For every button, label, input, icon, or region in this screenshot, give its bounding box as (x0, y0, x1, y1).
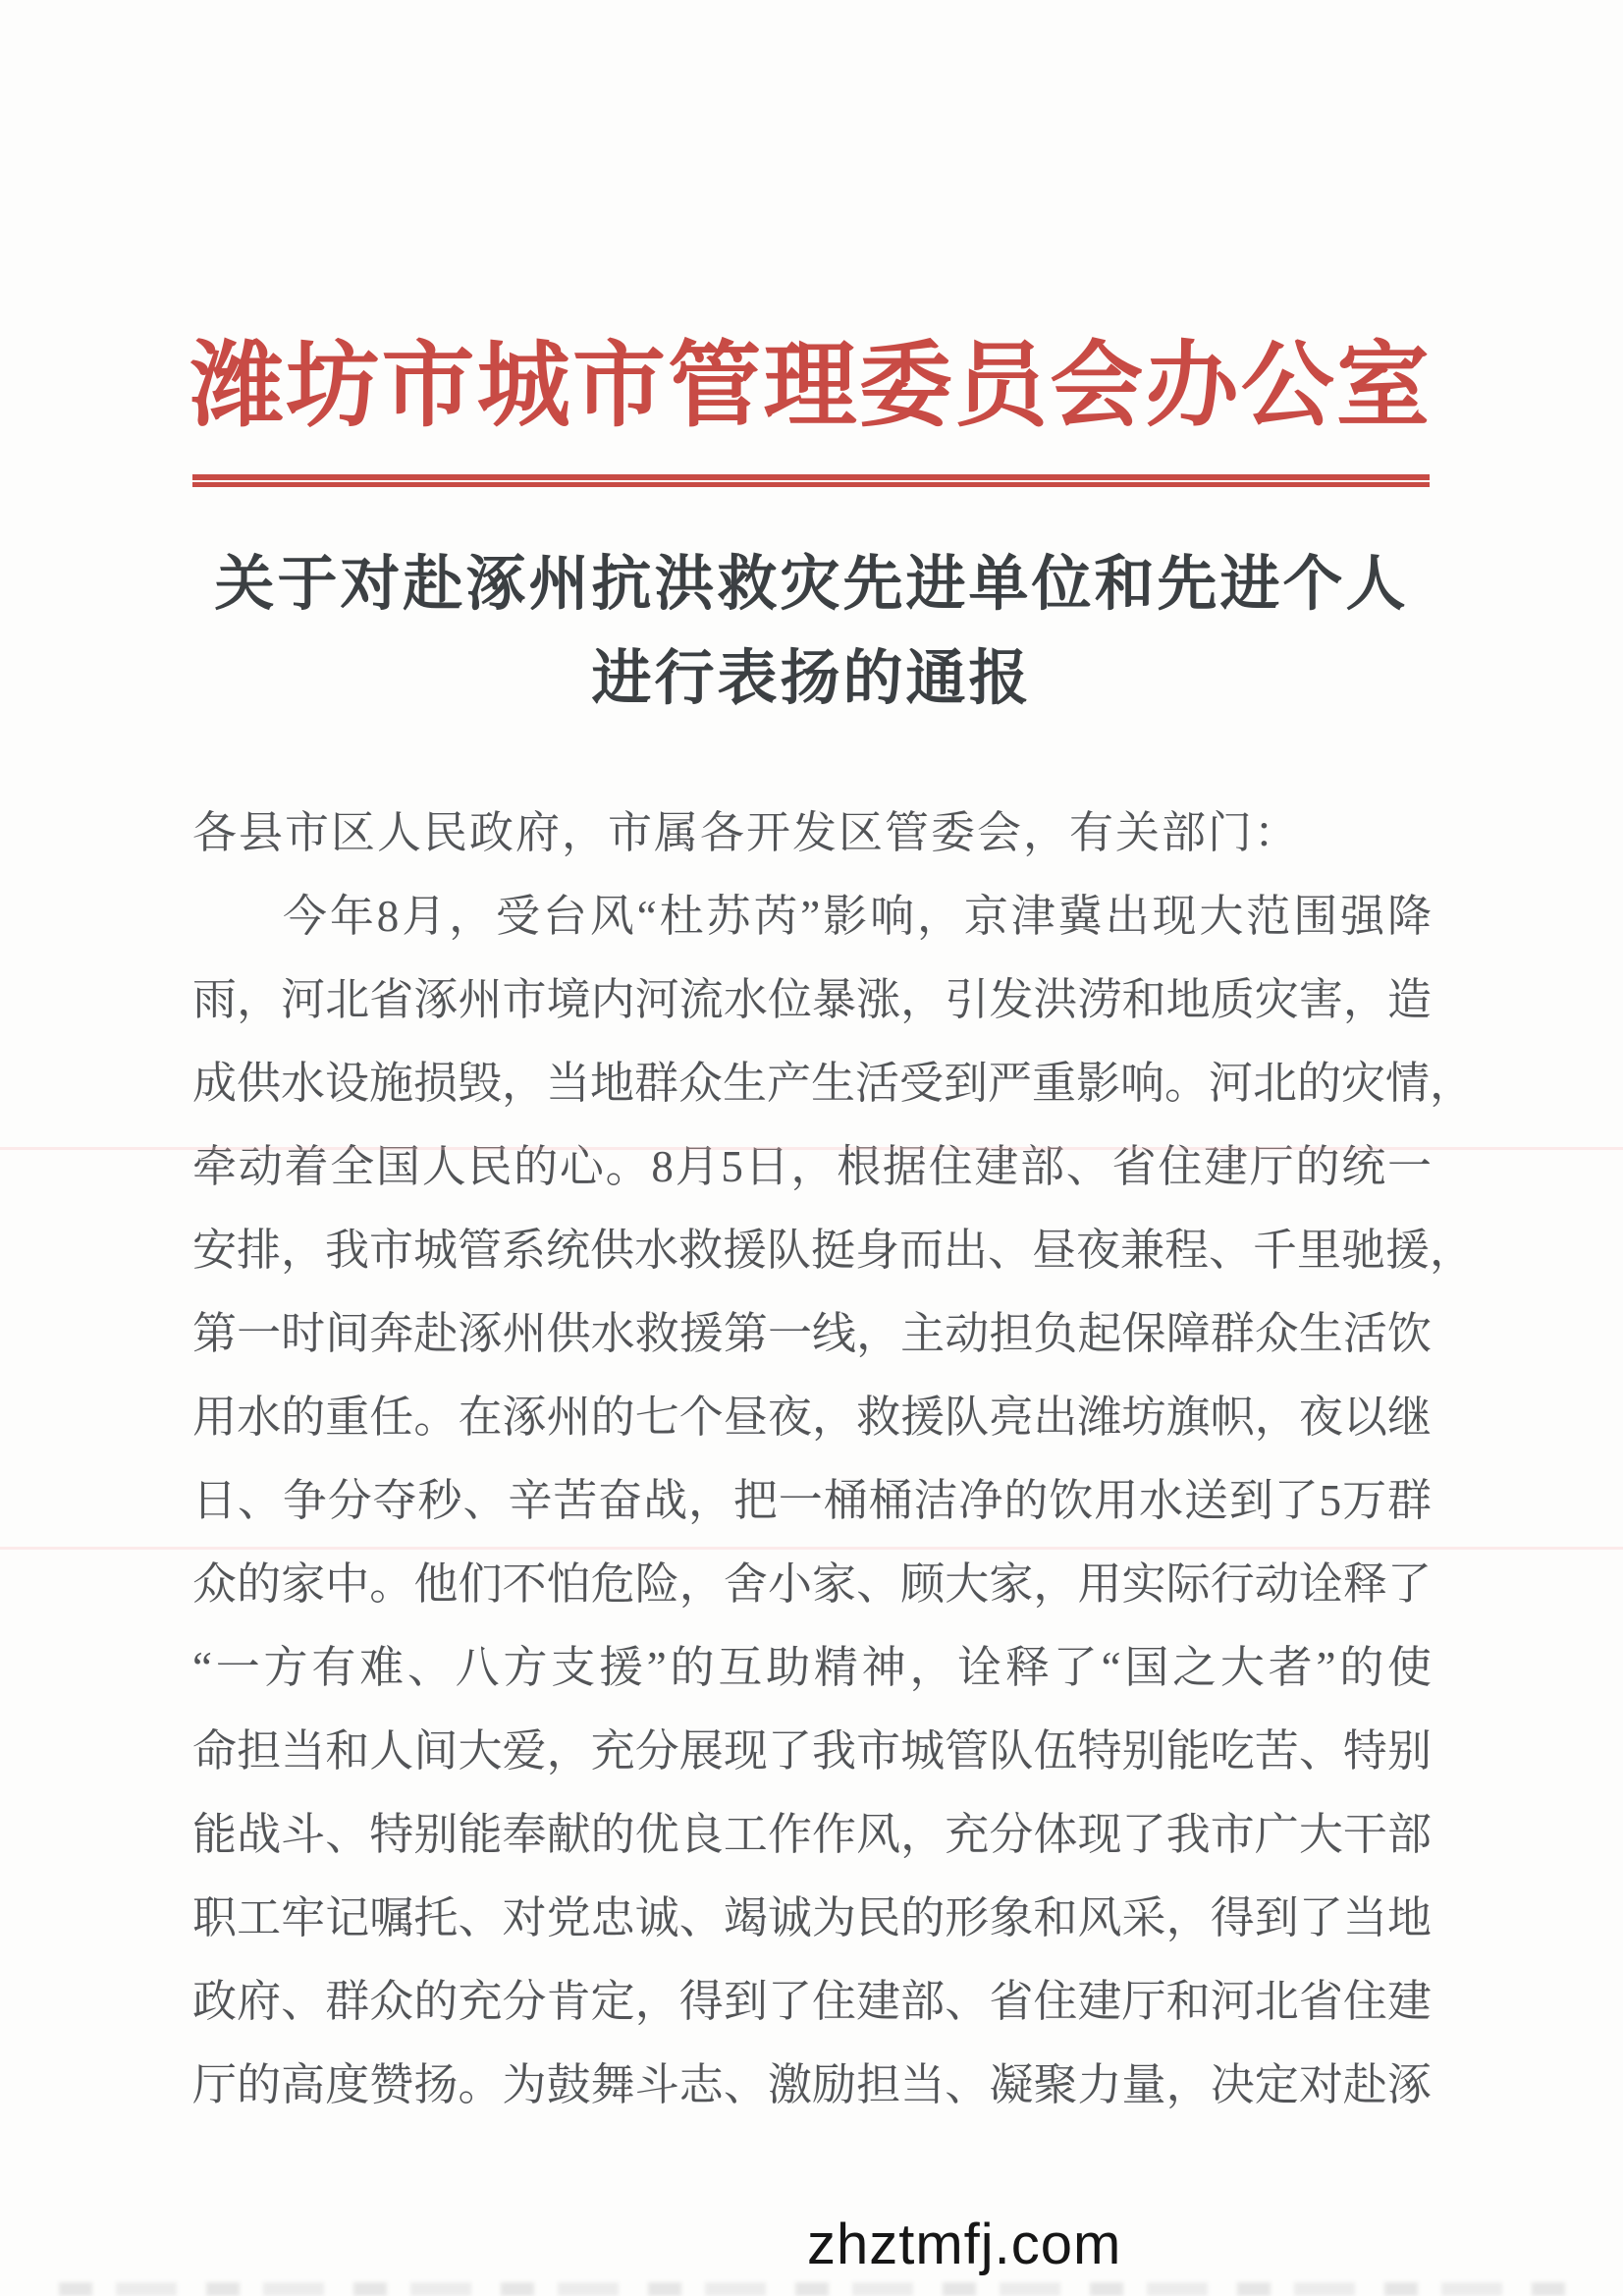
letterhead-divider (192, 474, 1430, 487)
scan-artifact-line (0, 1147, 1623, 1150)
page-bleed-through-artifact (59, 2282, 1571, 2296)
document-title (0, 538, 1623, 727)
body-line: 成供水设施损毁，当地群众生产生活受到严重影响。河北的灾情， (192, 1059, 1475, 1108)
body-line: 政府、群众的充分肯定，得到了住建部、省住建厅和河北省住建 (192, 1977, 1432, 2026)
document-title-line-2: 进行表扬的通报 (591, 646, 1032, 712)
scan-artifact-line (0, 1547, 1623, 1550)
body-line: 职工牢记嘱托、对党忠诚、竭诚为民的形象和风采，得到了当地 (192, 1893, 1432, 1942)
letterhead-org-name: 潍坊市城市管理委员会办公室 (190, 334, 1430, 438)
body-line: 用水的重任。在涿州的七个昼夜，救援队亮出潍坊旗帜，夜以继 (192, 1393, 1432, 1442)
body-line: 安排，我市城管系统供水救援队挺身而出、昼夜兼程、千里驰援， (192, 1226, 1475, 1275)
document-body (192, 792, 1475, 2127)
salutation-line: 各县市区人民政府，市属各开发区管委会，有关部门： (192, 808, 1301, 857)
body-line: 能战斗、特别能奉献的优良工作作风，充分体现了我市广大干部 (192, 1810, 1432, 1859)
body-line: 命担当和人间大爱，充分展现了我市城管队伍特别能吃苦、特别 (192, 1726, 1432, 1776)
document-title-line-1: 关于对赴涿州抗洪救灾先进单位和先进个人 (214, 552, 1409, 618)
body-line: 今年8月，受台风“杜苏芮”影响，京津冀出现大范围强降 (283, 892, 1432, 941)
body-line: 雨，河北省涿州市境内河流水位暴涨，引发洪涝和地质灾害，造 (192, 975, 1432, 1024)
body-line: 日、争分夺秒、辛苦奋战，把一桶桶洁净的饮用水送到了5万群 (192, 1476, 1432, 1525)
body-line: “一方有难、八方支援”的互助精神，诠释了“国之大者”的使 (192, 1643, 1432, 1692)
body-line: 厅的高度赞扬。为鼓舞斗志、激励担当、凝聚力量，决定对赴涿 (192, 2060, 1432, 2109)
body-line: 众的家中。他们不怕危险，舍小家、顾大家，用实际行动诠释了 (192, 1559, 1432, 1609)
watermark-text: zhztmfj.com (807, 2213, 1122, 2276)
body-line: 第一时间奔赴涿州供水救援第一线，主动担负起保障群众生活饮 (192, 1309, 1432, 1358)
body-line: 牵动着全国人民的心。8月5日，根据住建部、省住建厅的统一 (192, 1142, 1432, 1191)
